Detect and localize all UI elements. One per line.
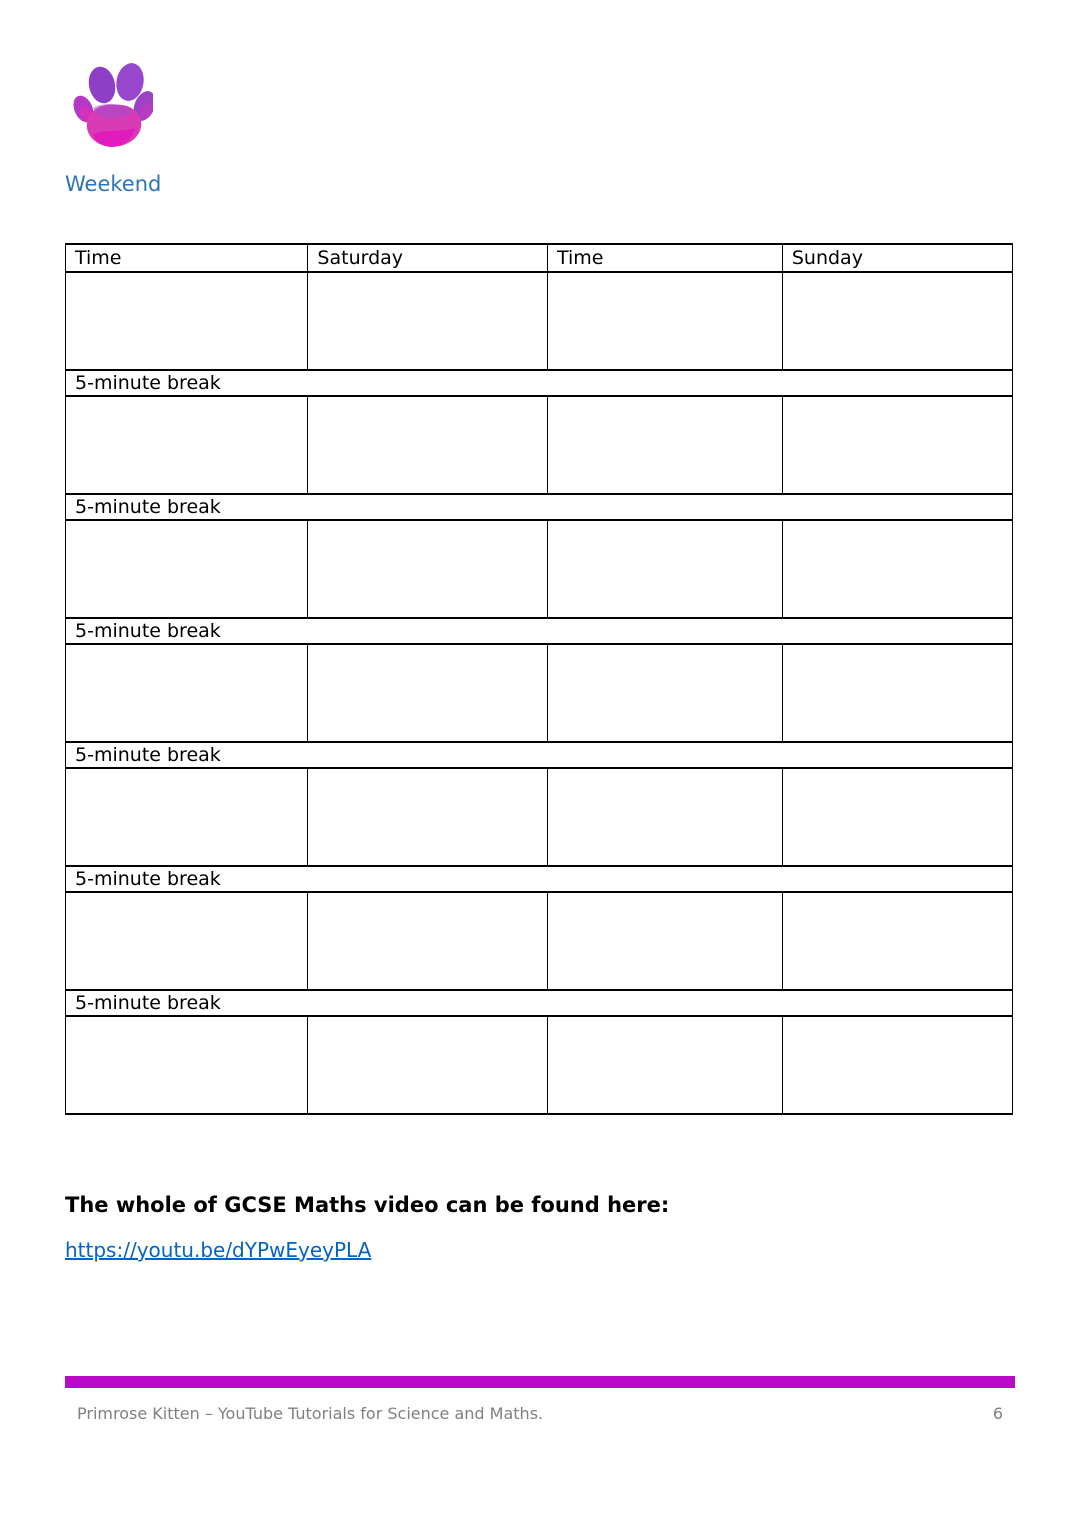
break-label: 5-minute break [66, 866, 1013, 892]
sunday-cell [782, 1016, 1012, 1114]
break-row-6 [66, 990, 1013, 1016]
page-number: 6 [992, 1404, 1003, 1423]
break-label: 5-minute break [66, 618, 1013, 644]
time-cell [66, 396, 308, 494]
schedule-row-3 [66, 520, 1013, 618]
schedule-row-4 [66, 644, 1013, 742]
header-sunday: Sunday [782, 244, 1012, 272]
break-label: 5-minute break [66, 742, 1013, 768]
paw-print-logo [73, 60, 153, 150]
time-cell [66, 644, 308, 742]
break-label: 5-minute break [66, 990, 1013, 1016]
gcse-note-text: The whole of GCSE Maths video can be found here: [65, 1193, 670, 1217]
saturday-cell [308, 768, 548, 866]
page-footer [77, 1404, 1003, 1423]
weekend-schedule-table [65, 243, 1013, 1115]
youtube-video-link[interactable]: https://youtu.be/dYPwEyeyPLA [65, 1238, 372, 1262]
time-cell [548, 1016, 783, 1114]
saturday-cell [308, 396, 548, 494]
time-cell [548, 520, 783, 618]
saturday-cell [308, 520, 548, 618]
time-cell [66, 892, 308, 990]
break-label: 5-minute break [66, 494, 1013, 520]
sunday-cell [782, 396, 1012, 494]
break-label: 5-minute break [66, 370, 1013, 396]
schedule-row-2 [66, 396, 1013, 494]
time-cell [66, 1016, 308, 1114]
header-time-2: Time [548, 244, 783, 272]
break-row-2 [66, 494, 1013, 520]
break-row-4 [66, 742, 1013, 768]
schedule-row-7 [66, 1016, 1013, 1114]
break-row-3 [66, 618, 1013, 644]
table-header-row [66, 244, 1013, 272]
time-cell [548, 272, 783, 370]
header-time-1: Time [66, 244, 308, 272]
time-cell [548, 396, 783, 494]
schedule-row-6 [66, 892, 1013, 990]
schedule-row-5 [66, 768, 1013, 866]
time-cell [66, 520, 308, 618]
time-cell [548, 892, 783, 990]
sunday-cell [782, 644, 1012, 742]
saturday-cell [308, 892, 548, 990]
break-row-5 [66, 866, 1013, 892]
saturday-cell [308, 644, 548, 742]
saturday-cell [308, 272, 548, 370]
schedule-row-1 [66, 272, 1013, 370]
sunday-cell [782, 892, 1012, 990]
sunday-cell [782, 272, 1012, 370]
saturday-cell [308, 1016, 548, 1114]
section-heading: Weekend [65, 172, 162, 196]
time-cell [66, 768, 308, 866]
header-saturday: Saturday [308, 244, 548, 272]
footer-text: Primrose Kitten – YouTube Tutorials for Science and Maths. [77, 1404, 544, 1423]
sunday-cell [782, 520, 1012, 618]
footer-divider-bar [65, 1376, 1015, 1388]
sunday-cell [782, 768, 1012, 866]
time-cell [548, 644, 783, 742]
time-cell [548, 768, 783, 866]
break-row-1 [66, 370, 1013, 396]
time-cell [66, 272, 308, 370]
